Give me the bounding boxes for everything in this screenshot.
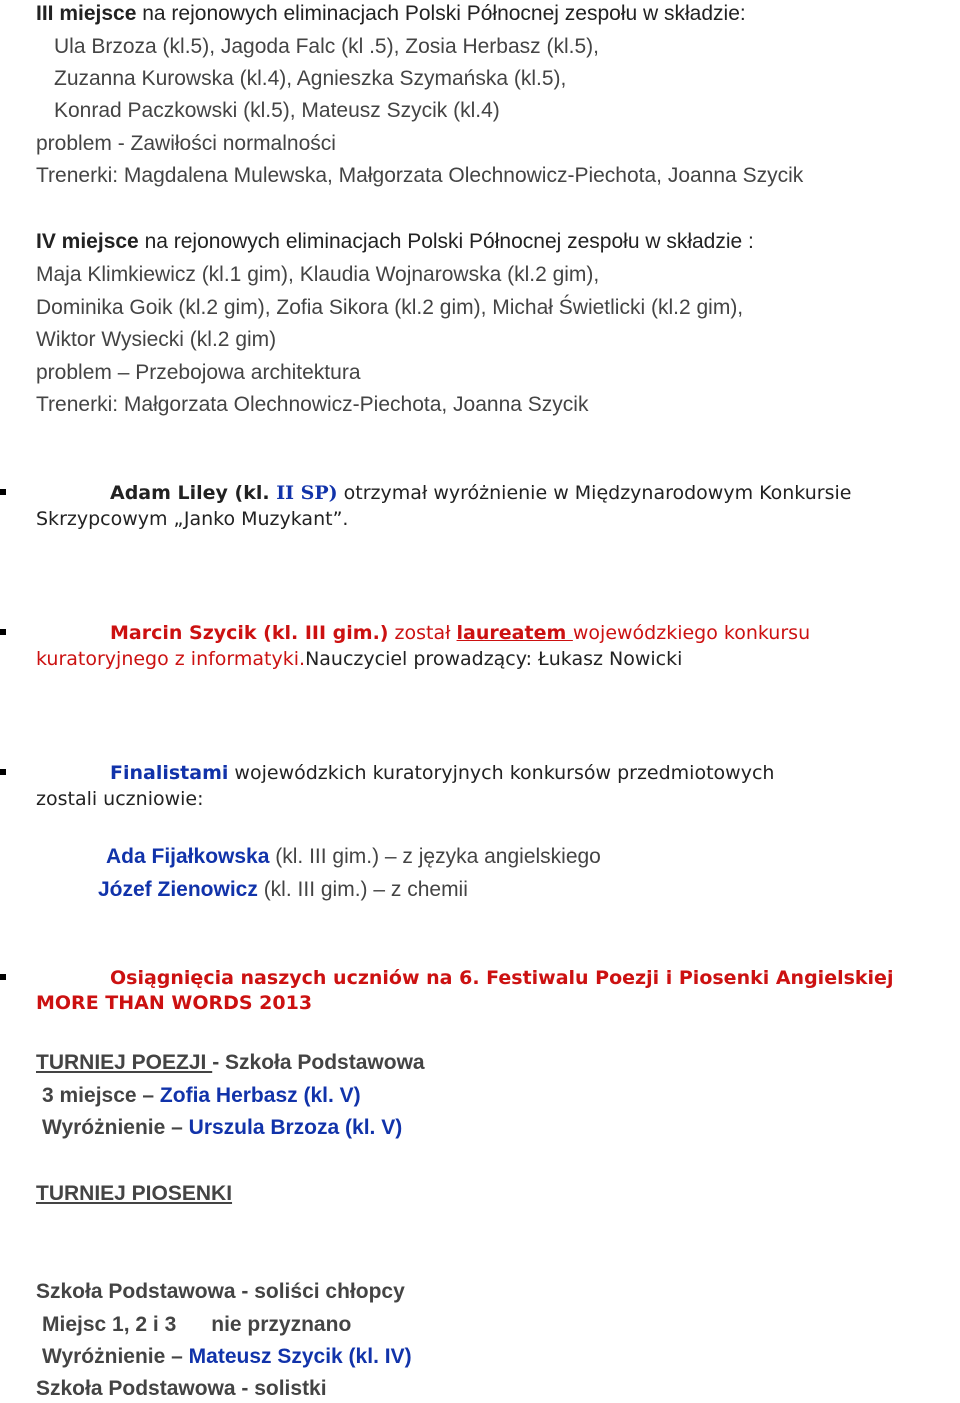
s4-place: IV miejsce <box>36 230 139 253</box>
s4-problem: problem – Przebojowa architektura <box>36 361 361 384</box>
s3-place: III miejsce <box>36 2 137 25</box>
s4-members-1: Maja Klimkiewicz (kl.1 gim), Klaudia Wojnarowska (kl.2 gim), <box>36 263 600 286</box>
laureate-link[interactable]: laureatem <box>456 622 573 644</box>
bullet-icon <box>0 769 6 775</box>
final-lead: Finalistami <box>110 762 229 784</box>
poetry-result-1 <box>42 1082 361 1110</box>
marcin-contest-cont: kuratoryjnego z informatyki. <box>36 648 306 670</box>
poetry-result-2 <box>42 1114 402 1142</box>
adam-line-1 <box>110 479 851 507</box>
final-person-2 <box>98 876 468 904</box>
poetry-heading-school: - Szkoła Podstawowa <box>212 1051 425 1074</box>
final-person-1 <box>106 843 601 871</box>
s4-members-3: Wiktor Wysiecki (kl.2 gim) <box>36 328 277 351</box>
song-heading: TURNIEJ PIOSENKI <box>36 1182 233 1205</box>
boys-solo-award-name: Mateusz Szycik (kl. IV) <box>188 1345 412 1368</box>
boys-solo-award-label: Wyróżnienie – <box>42 1345 189 1368</box>
poetry-result-1-name: Zofia Herbasz (kl. V) <box>159 1084 361 1107</box>
bullet-icon <box>0 489 6 495</box>
s4-trainers: Trenerki: Małgorzata Olechnowicz-Piechota, Joanna Szycik <box>36 393 589 416</box>
bullet-icon <box>0 629 6 635</box>
final-person-2-name: Józef Zienowicz <box>98 878 258 901</box>
s4-heading <box>36 228 754 256</box>
poetry-heading <box>36 1049 425 1077</box>
s4-members-2: Dominika Goik (kl.2 gim), Zofia Sikora (kl.2 gim), Michał Świetlicki (kl.2 gim), <box>36 296 744 319</box>
final-line-2: zostali uczniowie: <box>36 788 204 810</box>
boys-solo-heading: Szkoła Podstawowa - soliści chłopcy <box>36 1280 405 1303</box>
final-text: wojewódzkich kuratoryjnych konkursów przedmiotowych <box>228 762 775 784</box>
boys-solo-places: Miejsc 1, 2 i 3 nie przyznano <box>42 1313 352 1336</box>
s3-heading <box>36 0 746 28</box>
s3-heading-text: na rejonowych eliminacjach Polski Północnej zespołu w składzie: <box>136 2 746 25</box>
poetry-heading-title: TURNIEJ POEZJI <box>36 1051 213 1074</box>
s3-members-1: Ula Brzoza (kl.5), Jagoda Falc (kl .5), Zosia Herbasz (kl.5), <box>54 35 599 58</box>
marcin-line-1 <box>110 619 810 647</box>
s3-problem: problem - Zawiłości normalności <box>36 132 336 155</box>
s3-trainers: Trenerki: Magdalena Mulewska, Małgorzata Olechnowicz-Piechota, Joanna Szycik <box>36 164 804 187</box>
marcin-line-2 <box>36 645 682 673</box>
final-person-1-name: Ada Fijałkowska <box>106 845 270 868</box>
girls-solo-heading: Szkoła Podstawowa - solistki <box>36 1377 327 1400</box>
adam-class: II SP) <box>276 482 338 504</box>
festival-title: Osiągnięcia naszych uczniów na 6. Festiwalu Poezji i Piosenki Angielskiej <box>110 967 894 989</box>
bullet-icon <box>0 974 6 980</box>
marcin-contest: wojewódzkiego konkursu <box>572 622 811 644</box>
adam-line-2: Skrzypcowym „Janko Muzykant”. <box>36 508 349 530</box>
marcin-mid: został <box>388 622 457 644</box>
marcin-teacher: Nauczyciel prowadzący: Łukasz Nowicki <box>305 648 683 670</box>
marcin-name: Marcin Szycik (kl. III gim.) <box>110 622 389 644</box>
boys-solo-award <box>42 1343 412 1371</box>
poetry-result-2-label: Wyróżnienie – <box>42 1116 189 1139</box>
s3-members-2: Zuzanna Kurowska (kl.4), Agnieszka Szymańska (kl.5), <box>54 67 567 90</box>
final-person-1-detail: (kl. III gim.) – z języka angielskiego <box>269 845 601 868</box>
s4-heading-text: na rejonowych eliminacjach Polski Północnej zespołu w składzie : <box>138 230 754 253</box>
final-person-2-detail: (kl. III gim.) – z chemii <box>257 878 468 901</box>
final-line-1 <box>110 759 774 787</box>
adam-text: otrzymał wyróżnienie w Międzynarodowym Konkursie <box>337 482 852 504</box>
festival-subtitle: MORE THAN WORDS 2013 <box>36 992 313 1014</box>
poetry-result-1-label: 3 miejsce – <box>42 1084 160 1107</box>
adam-name: Adam Liley (kl. <box>110 482 277 504</box>
poetry-result-2-name: Urszula Brzoza (kl. V) <box>188 1116 403 1139</box>
s3-members-3: Konrad Paczkowski (kl.5), Mateusz Szycik (kl.4) <box>54 99 500 122</box>
